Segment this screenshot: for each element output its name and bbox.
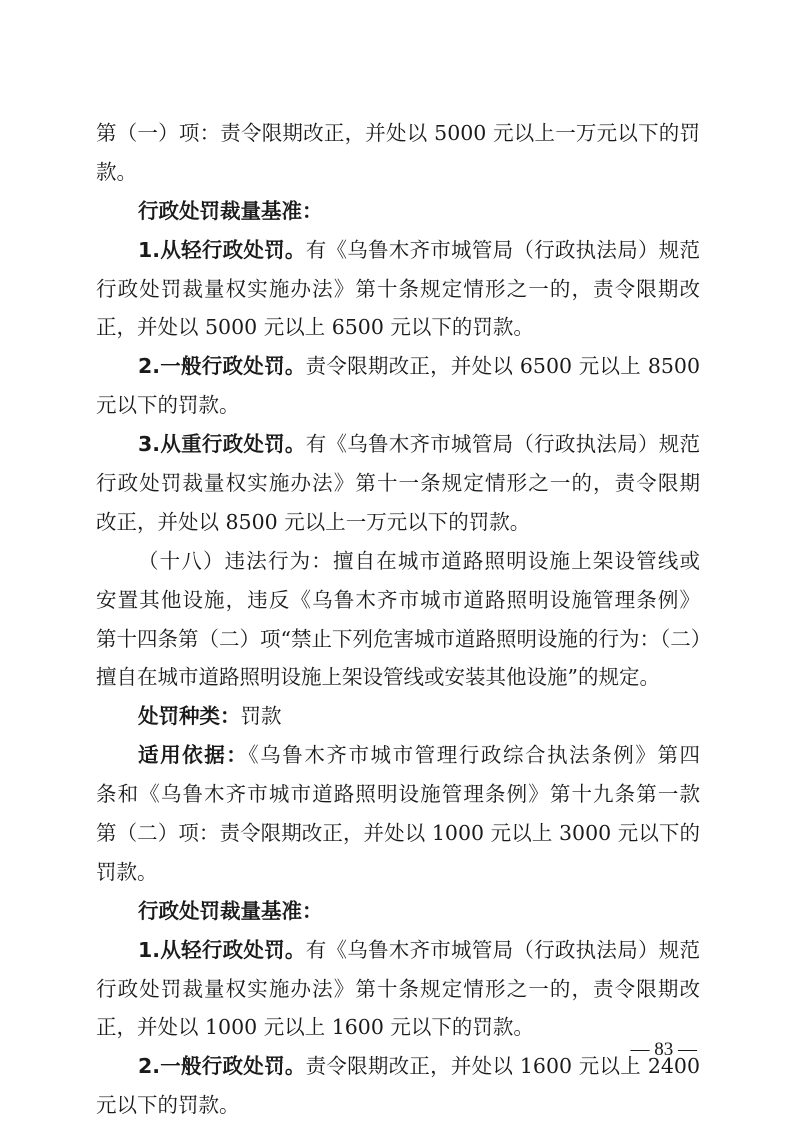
document-body	[96, 114, 712, 1125]
text-line: 适用依据：《乌鲁木齐市城市管理行政综合执法条例》第四	[138, 743, 701, 768]
section-heading: 行政处罚裁量基准：	[138, 898, 323, 923]
text-line: 第（二）项：责令限期改正，并处以 1000 元以上 3000 元以下的	[96, 821, 700, 846]
text-line: 1.从轻行政处罚。有《乌鲁木齐市城管局（行政执法局）规范	[138, 237, 700, 262]
text-line: 2.一般行政处罚。责令限期改正，并处以 1600 元以上 2400	[138, 1054, 700, 1079]
text-line: 款。	[96, 159, 137, 184]
text-line: 条和《乌鲁木齐市城市道路照明设施管理条例》第十九条第一款	[96, 782, 700, 807]
text-line: 正，并处以 5000 元以上 6500 元以下的罚款。	[96, 315, 534, 340]
section-heading: 行政处罚裁量基准：	[138, 198, 323, 223]
text-line: 1.从轻行政处罚。有《乌鲁木齐市城管局（行政执法局）规范	[138, 937, 700, 962]
text-line: 行政处罚裁量权实施办法》第十条规定情形之一的，责令限期改	[96, 976, 700, 1001]
text-line: 擅自在城市道路照明设施上架设管线或安装其他设施”的规定。	[96, 665, 660, 690]
text-line: 元以下的罚款。	[96, 1093, 240, 1118]
text-line: 行政处罚裁量权实施办法》第十条规定情形之一的，责令限期改	[96, 276, 700, 301]
text-line: 行政处罚裁量权实施办法》第十一条规定情形之一的，责令限期	[96, 471, 700, 496]
text-line: 安置其他设施，违反《乌鲁木齐市城市道路照明设施管理条例》	[96, 587, 700, 612]
text-line: 3.从重行政处罚。有《乌鲁木齐市城管局（行政执法局）规范	[138, 432, 700, 457]
text-line: 正，并处以 1000 元以上 1600 元以下的罚款。	[96, 1015, 534, 1040]
text-line: 元以下的罚款。	[96, 393, 240, 418]
text-line: 处罚种类：罚款	[138, 704, 282, 729]
text-line: 罚款。	[96, 859, 158, 884]
text-line: （十八）违法行为：擅自在城市道路照明设施上架设管线或	[138, 548, 700, 573]
text-line: 第（一）项：责令限期改正，并处以 5000 元以上一万元以下的罚	[96, 121, 700, 145]
text-line: 2.一般行政处罚。责令限期改正，并处以 6500 元以上 8500	[138, 354, 700, 379]
text-line: 第十四条第（二）项“禁止下列危害城市道路照明设施的行为：（二）	[96, 626, 712, 651]
page-number: — 83 —	[630, 1039, 697, 1060]
text-line: 改正，并处以 8500 元以上一万元以下的罚款。	[96, 509, 531, 534]
